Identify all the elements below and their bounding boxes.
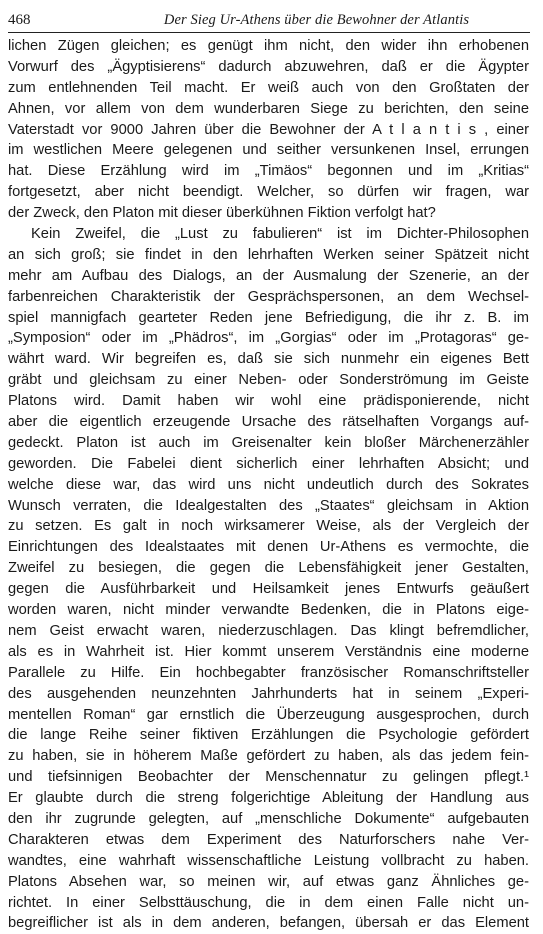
page-number: 468 bbox=[8, 12, 31, 28]
text-line: farbenreichen Charakteristik der Gesprächspersonen, an dem Wechsel- bbox=[8, 288, 529, 305]
text-line: mehr am Aufbau des Dialogs, an der Ausmalung der Szenerie, an der bbox=[8, 267, 529, 284]
body-text bbox=[8, 36, 529, 934]
text-line: „Symposion“ oder im „Phädros“, im „Gorgias“ oder im „Protagoras“ ge- bbox=[8, 330, 529, 347]
text-line: Zweifel zu besiegen, die gegen die Lebensfähigkeit jener Gestalten, bbox=[8, 560, 529, 577]
text-line: Platons Absehen war, so meinen wir, auf etwas ganz Ähnliches ge- bbox=[8, 873, 529, 890]
text-line: lichen Zügen gleichen; es genügt ihm nicht, den wider ihn erhobenen bbox=[8, 38, 529, 54]
text-line: zum entlehnenden Teil macht. Er weiß auch von den Großtaten der bbox=[8, 79, 529, 96]
text-line: Parallele zu Hilfe. Ein hochbegabter französischer Romanschriftsteller bbox=[8, 664, 529, 681]
text-line: den ihr zugrunde gelegten, auf „menschliche Dokumente“ aufgebauten bbox=[8, 810, 529, 827]
text-line: wandtes, eine wahrhaft wissenschaftliche Leistung vollbracht zu haben. bbox=[8, 852, 529, 869]
text-line: Charakteren etwas dem Experiment des Naturforschers nahe Ver- bbox=[8, 831, 529, 848]
text-line: Ahnen, vor allem von dem wunderbaren Siege zu berichten, den seine bbox=[8, 100, 529, 117]
text-line: hat. Diese Erzählung wird im „Timäos“ begonnen und im „Kritias“ bbox=[8, 163, 529, 180]
text-line: zu setzen. Es galt in noch wirksamerer Weise, als der Vergleich der bbox=[8, 518, 529, 535]
text-line: fortgesetzt, aber nicht beendigt. Welcher, so dürfen wir fragen, war bbox=[8, 184, 529, 201]
text-line: Er glaubte durch die streng folgerichtige Ableitung der Handlung aus bbox=[8, 790, 529, 807]
page-header bbox=[8, 10, 530, 33]
text-line: Vorwurf des „Ägyptisierens“ dadurch abzuwehren, daß er die Ägypter bbox=[8, 58, 529, 75]
text-line: geworden. Die Fabelei dient sicherlich einer lehrhaften Absicht; und bbox=[8, 455, 529, 472]
text-line: Platons wird. Damit haben wir wohl eine prädisponierende, nicht bbox=[8, 393, 529, 410]
running-title: Der Sieg Ur-Athens über die Bewohner der Atlantis bbox=[163, 12, 470, 28]
text-line: Wunsch verraten, die Idealgestalten des „Staates“ gleichsam in Aktion bbox=[8, 497, 529, 514]
text-line: die lange Reihe seiner fiktiven Erzählungen die Psychologie gefördert bbox=[8, 727, 529, 744]
text-line: des ausgehenden neunzehnten Jahrhunderts hat in seinem „Experi- bbox=[8, 685, 529, 702]
paragraph-1 bbox=[8, 36, 529, 224]
text-line: spiel mannigfach gearteter Reden jene Befriedigung, die ihr z. B. im bbox=[8, 309, 529, 326]
text-line: gräbt und gleichsam zu einer Neben- oder Sonderströmung im Geiste bbox=[8, 372, 529, 389]
text-line: und tiefsinnigen Beobachter der Menschennatur zu gelingen pflegt.¹ bbox=[8, 769, 529, 786]
text-line: Kein Zweifel, die „Lust zu fabulieren“ ist im Dichter-Philosophen bbox=[31, 226, 529, 243]
text-line: nem Geist erwacht waren, niederzuschlagen. Das klingt befremdlicher, bbox=[8, 622, 529, 639]
text-line: Vaterstadt vor 9000 Jahren über die Bewohner der A t l a n t i s , einer bbox=[8, 121, 529, 138]
text-line: worden waren, nicht minder verwandte Bedenken, die in Platons eige- bbox=[8, 602, 529, 619]
text-line: Einrichtungen des Idealstaates mit denen Ur-Athens es vermochte, die bbox=[8, 539, 529, 556]
text-line: im westlichen Meere gelegenen und seither versunkenen Insel, errungen bbox=[8, 142, 529, 159]
text-line: zu haben, sie in höherem Maße gefördert zu haben, als das jedem fein- bbox=[8, 748, 529, 765]
text-line: aber die eigentlich erzeugende Ursache des rätselhaften Vorgangs auf- bbox=[8, 414, 529, 431]
text-line: richtet. In einer Selbsttäuschung, die in dem einen Falle nicht un- bbox=[8, 894, 529, 911]
text-line: der Zweck, den Platon mit dieser überkühnen Fiktion verfolgt hat? bbox=[8, 205, 436, 222]
text-line: mentellen Roman“ gar ernstlich die Überzeugung ausgesprochen, durch bbox=[8, 706, 529, 723]
paragraph-2 bbox=[8, 224, 529, 934]
text-line: als es in Wahrheit ist. Hier kommt unserem Verständnis eine moderne bbox=[8, 643, 529, 660]
text-line: begreiflicher ist als in dem anderen, befangen, übersah er das Element bbox=[8, 915, 529, 932]
text-line: gedeckt. Platon ist auch im Greisenalter kein bloßer Märchenerzähler bbox=[8, 434, 529, 451]
text-line: gegen die Ausführbarkeit und Heilsamkeit jenes Entwurfs geäußert bbox=[8, 581, 529, 598]
text-line: an sich groß; sie findet in den lehrhaften Werken seiner Spätzeit nicht bbox=[8, 246, 529, 263]
text-line: welche diese war, das wird uns nicht undeutlich durch des Sokrates bbox=[8, 476, 529, 493]
text-line: währt ward. Wir begreifen es, daß sie sich nunmehr ein eigenes Bett bbox=[8, 351, 529, 368]
